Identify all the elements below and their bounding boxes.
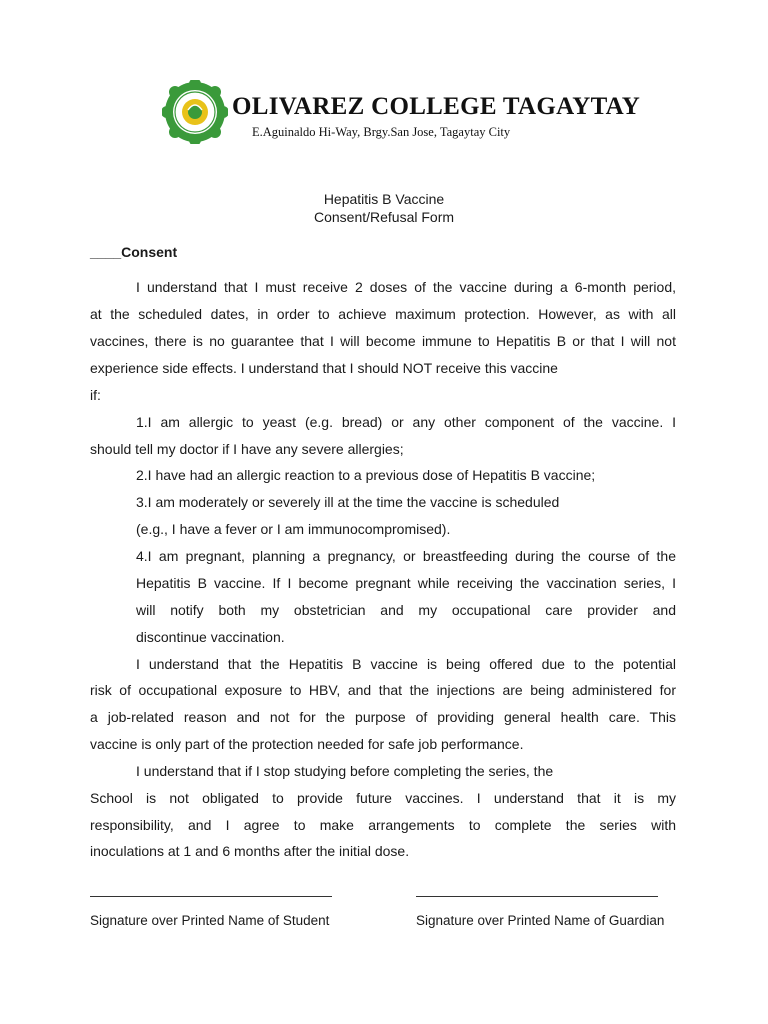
body-line: School is not obligated to provide future vaccines. I understand that it is my [90, 790, 676, 806]
form-title-line2: Consent/Refusal Form [313, 209, 455, 225]
college-address: E.Aguinaldo Hi-Way, Brgy.San Jose, Tagaytay City [252, 125, 511, 139]
body-line: risk of occupational exposure to HBV, and that the injections are being administered for [90, 682, 676, 698]
body-line: vaccine is only part of the protection needed for safe job performance. [90, 736, 524, 752]
body-line: should tell my doctor if I have any severe allergies; [90, 441, 404, 457]
guardian-signature-label: Signature over Printed Name of Guardian [416, 913, 665, 928]
body-line: I understand that the Hepatitis B vaccine is being offered due to the potential [136, 656, 676, 672]
body-line: Hepatitis B vaccine. If I become pregnant while receiving the vaccination series, I [136, 575, 676, 591]
body-line: if: [90, 387, 101, 403]
body-line: 4.I am pregnant, planning a pregnancy, or breastfeeding during the course of the [136, 548, 676, 564]
body-line: 1.I am allergic to yeast (e.g. bread) or any other component of the vaccine. I [136, 414, 676, 430]
body-line: I understand that if I stop studying before completing the series, the [136, 763, 554, 779]
body-line: will notify both my obstetrician and my occupational care provider and [136, 602, 676, 618]
consent-heading: ____Consent [90, 244, 178, 260]
body-line: responsibility, and I agree to make arrangements to complete the series with [90, 817, 676, 833]
student-signature-line [90, 896, 332, 897]
body-line: discontinue vaccination. [136, 629, 285, 645]
body-line: at the scheduled dates, in order to achieve maximum protection. However, as with all [90, 306, 676, 322]
body-line: I understand that I must receive 2 doses of the vaccine during a 6-month period, [136, 279, 676, 295]
student-signature-label: Signature over Printed Name of Student [90, 913, 330, 928]
guardian-signature-line [416, 896, 658, 897]
body-line: 2.I have had an allergic reaction to a previous dose of Hepatitis B vaccine; [136, 467, 596, 483]
body-line: a job-related reason and not for the purpose of providing general health care. This [90, 709, 676, 725]
body-line: vaccines, there is no guarantee that I will become immune to Hepatitis B or that I will not [90, 333, 676, 349]
college-logo [162, 80, 228, 144]
body-line: inoculations at 1 and 6 months after the initial dose. [90, 843, 410, 859]
body-line: (e.g., I have a fever or I am immunocompromised). [136, 521, 451, 537]
body-line: 3.I am moderately or severely ill at the time the vaccine is scheduled [136, 494, 560, 510]
college-name: OLIVAREZ COLLEGE TAGAYTAY [232, 93, 641, 120]
form-title-line1: Hepatitis B Vaccine [323, 191, 445, 207]
body-line: experience side effects. I understand that I should NOT receive this vaccine [90, 360, 558, 376]
